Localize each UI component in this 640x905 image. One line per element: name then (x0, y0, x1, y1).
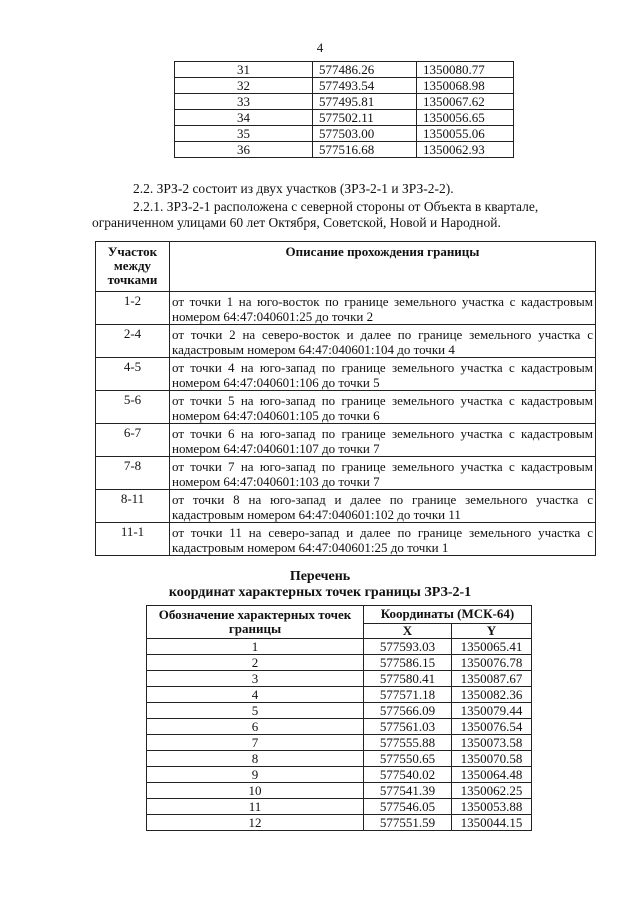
point-number: 35 (175, 126, 313, 142)
description-cell: от точки 8 на юго-запад и далее по границе земельного участка с кадастровым номером 64:47:040601:102 до точки 11 (170, 490, 596, 523)
table-row (175, 94, 514, 110)
header-coordinates: Координаты (МСК-64) (364, 606, 532, 624)
boundary-description-table (95, 241, 596, 556)
segment-cell: 1-2 (96, 292, 170, 325)
page-number: 4 (316, 40, 324, 55)
table-row (147, 767, 532, 783)
coordinate-x: 577540.02 (364, 767, 452, 783)
coordinate-y: 1350070.58 (452, 751, 532, 767)
coordinate-x: 577586.15 (364, 655, 452, 671)
point-number: 36 (175, 142, 313, 158)
point-number: 10 (147, 783, 364, 799)
table-row (147, 751, 532, 767)
point-number: 3 (147, 671, 364, 687)
table-row (96, 325, 596, 358)
point-number: 4 (147, 687, 364, 703)
coordinate-y: 1350082.36 (452, 687, 532, 703)
table-row (147, 639, 532, 655)
coordinate-y: 1350079.44 (452, 703, 532, 719)
point-number: 33 (175, 94, 313, 110)
table-row (96, 490, 596, 523)
coordinate-y: 1350068.98 (417, 78, 514, 94)
table-row (175, 110, 514, 126)
segment-cell: 7-8 (96, 457, 170, 490)
point-number: 12 (147, 815, 364, 831)
point-number: 32 (175, 78, 313, 94)
point-number: 2 (147, 655, 364, 671)
coordinate-x: 577566.09 (364, 703, 452, 719)
point-number: 9 (147, 767, 364, 783)
coordinate-x: 577516.68 (313, 142, 417, 158)
coordinates-table-continued (174, 61, 514, 158)
coordinate-y: 1350076.54 (452, 719, 532, 735)
coordinate-x: 577580.41 (364, 671, 452, 687)
point-number: 34 (175, 110, 313, 126)
table-row (96, 358, 596, 391)
coordinate-x: 577546.05 (364, 799, 452, 815)
table-row (175, 142, 514, 158)
table-row (147, 719, 532, 735)
segment-cell: 5-6 (96, 391, 170, 424)
description-cell: от точки 6 на юго-запад по границе земельного участка с кадастровым номером 64:47:040601:107 до точки 7 (170, 424, 596, 457)
coordinate-y: 1350064.48 (452, 767, 532, 783)
coordinate-y: 1350065.41 (452, 639, 532, 655)
section-2-2-text: 2.2. ЗРЗ-2 состоит из двух участков (ЗРЗ-2-1 и ЗРЗ-2-2). (133, 181, 454, 196)
coordinate-y: 1350076.78 (452, 655, 532, 671)
coordinate-x: 577571.18 (364, 687, 452, 703)
header-point-name: Обозначение характерных точек границы (147, 606, 364, 639)
coordinate-x: 577541.39 (364, 783, 452, 799)
table-row (147, 799, 532, 815)
coordinate-y: 1350062.25 (452, 783, 532, 799)
table-row (96, 457, 596, 490)
point-number: 8 (147, 751, 364, 767)
table-row (96, 391, 596, 424)
list-title: Перечень (289, 569, 351, 584)
table-row (147, 671, 532, 687)
point-number: 6 (147, 719, 364, 735)
table-row (147, 687, 532, 703)
point-number: 31 (175, 62, 313, 78)
coordinate-x: 577550.65 (364, 751, 452, 767)
table-row (147, 703, 532, 719)
coordinate-y: 1350056.65 (417, 110, 514, 126)
coordinate-x: 577555.88 (364, 735, 452, 751)
segment-cell: 2-4 (96, 325, 170, 358)
point-number: 7 (147, 735, 364, 751)
section-2-2-1-line1: 2.2.1. ЗРЗ-2-1 расположена с северной стороны от Объекта в квартале, (133, 199, 539, 214)
table-row (175, 62, 514, 78)
table-row (96, 523, 596, 556)
list-subtitle: координат характерных точек границы ЗРЗ-2-1 (168, 585, 472, 600)
section-2-2-1-line2: ограниченном улицами 60 лет Октября, Советской, Новой и Народной. (92, 215, 501, 230)
boundary-points-table (146, 605, 532, 831)
coordinate-x: 577503.00 (313, 126, 417, 142)
table-row (175, 78, 514, 94)
coordinate-y: 1350073.58 (452, 735, 532, 751)
coordinate-y: 1350053.88 (452, 799, 532, 815)
coordinate-y: 1350080.77 (417, 62, 514, 78)
coordinate-y: 1350067.62 (417, 94, 514, 110)
table-row (147, 655, 532, 671)
segment-cell: 4-5 (96, 358, 170, 391)
header-y: Y (452, 623, 532, 638)
coordinate-x: 577486.26 (313, 62, 417, 78)
coordinate-y: 1350087.67 (452, 671, 532, 687)
table-row (175, 126, 514, 142)
header-x: X (364, 623, 452, 638)
description-cell: от точки 1 на юго-восток по границе земельного участка с кадастровым номером 64:47:040601:25 до точки 2 (170, 292, 596, 325)
table-row (147, 815, 532, 831)
point-number: 5 (147, 703, 364, 719)
table-row (96, 424, 596, 457)
table-row (96, 292, 596, 325)
coordinate-x: 577593.03 (364, 639, 452, 655)
description-cell: от точки 4 на юго-запад по границе земельного участка с кадастровым номером 64:47:040601:106 до точки 5 (170, 358, 596, 391)
coordinate-x: 577493.54 (313, 78, 417, 94)
description-cell: от точки 5 на юго-запад по границе земельного участка с кадастровым номером 64:47:040601:105 до точки 6 (170, 391, 596, 424)
segment-cell: 11-1 (96, 523, 170, 556)
description-cell: от точки 7 на юго-запад по границе земельного участка с кадастровым номером 64:47:040601:103 до точки 7 (170, 457, 596, 490)
description-cell: от точки 11 на северо-запад и далее по границе земельного участка с кадастровым номером 64:47:040601:25 до точки 1 (170, 523, 596, 556)
coordinate-x: 577495.81 (313, 94, 417, 110)
header-segment: Участок между точками (96, 242, 170, 292)
segment-cell: 8-11 (96, 490, 170, 523)
coordinate-x: 577561.03 (364, 719, 452, 735)
table-row (147, 735, 532, 751)
coordinate-y: 1350055.06 (417, 126, 514, 142)
table-row (147, 783, 532, 799)
description-cell: от точки 2 на северо-восток и далее по границе земельного участка с кадастровым номером 64:47:040601:104 до точки 4 (170, 325, 596, 358)
coordinate-x: 577502.11 (313, 110, 417, 126)
point-number: 1 (147, 639, 364, 655)
segment-cell: 6-7 (96, 424, 170, 457)
coordinate-y: 1350044.15 (452, 815, 532, 831)
header-description: Описание прохождения границы (170, 242, 596, 292)
coordinate-x: 577551.59 (364, 815, 452, 831)
coordinate-y: 1350062.93 (417, 142, 514, 158)
point-number: 11 (147, 799, 364, 815)
